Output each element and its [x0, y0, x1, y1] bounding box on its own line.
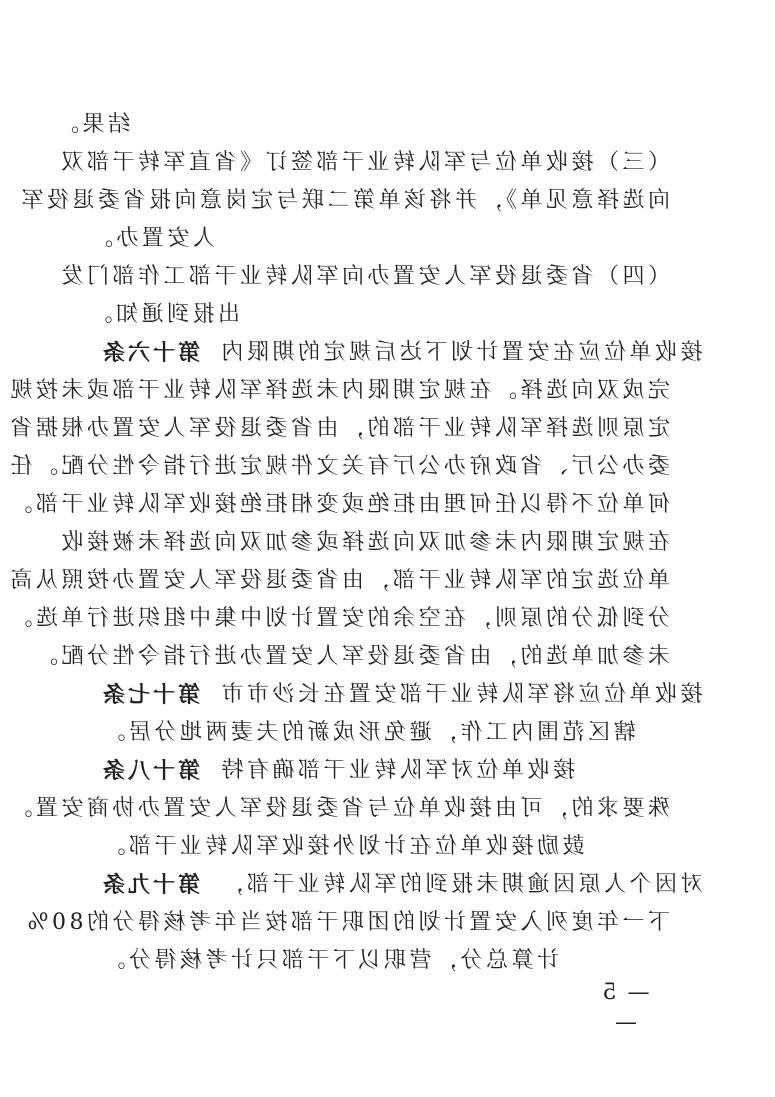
article-19-line: [100, 870, 703, 900]
text-line-13: 单位选定的军队转业干部，由省委退役军人安置办按照从高: [6, 568, 670, 593]
text-line-14: 分到低分的原则，在空余的安置计划中集中组织进行单选。: [6, 606, 670, 631]
article-16-line: [100, 338, 703, 368]
text-line-10: 委办公厅、省政府办公厅有关文件规定进行指令性分配。任: [6, 454, 670, 479]
text-line-20: 鼓励接收单位在计划外接收军队转业干部。: [100, 834, 585, 859]
text-line-5: （四）省委退役军人安置办向军队转业干部工作部门发: [57, 264, 670, 289]
article-17-heading: 第十七条: [100, 682, 201, 708]
text-line-17: 辖区范围内工作，避免形成新的夫妻两地分居。: [100, 720, 636, 745]
text-line-2: （三）接收单位与军队转业干部签订《省直军转干部双: [57, 150, 670, 175]
text-line-1: 结果。: [53, 112, 130, 137]
text-line-8: 完成双向选择。在规定期限内未选择军队转业干部或未按规: [6, 378, 670, 403]
article-19-body: 对因个人原因逾期未报到的军队转业干部，: [218, 872, 703, 897]
text-line-6: 出报到通知。: [86, 302, 240, 327]
text-line-11: 何单位不得以任何理由拒绝或变相拒绝接收军队转业干部。: [6, 492, 670, 517]
text-line-4: 人安置办。: [87, 226, 215, 251]
page-number: — 5 —: [600, 980, 650, 1035]
article-16-heading: 第十六条: [100, 340, 201, 366]
article-18-heading: 第十八条: [100, 758, 201, 784]
text-line-12: 在规定期限内未参加双向选择或参加双向选择未被接收: [57, 530, 670, 555]
article-16-body: 接收单位应在安置计划下达后规定的期限内: [218, 340, 703, 365]
article-18-body: 接收单位对军队转业干部确有特: [218, 758, 576, 783]
text-line-19: 殊要求的，可由接收单位与省委退役军人安置办协商安置。: [6, 796, 670, 821]
text-line-15: 未参加单选的，由省委退役军人安置办进行指令性分配。: [32, 644, 670, 669]
article-19-heading: 第十九条: [100, 872, 201, 898]
text-line-3: 向选择意见单》，并将该单第二联与定岗意向报省委退役军: [17, 188, 670, 213]
article-17-line: [100, 680, 703, 710]
article-18-line: [100, 756, 670, 786]
text-line-23: 计算总分，营职以下干部只计考核得分。: [100, 948, 560, 973]
text-line-9: 定原则选择军队转业干部的，由省委退役军人安置办根据省: [6, 416, 670, 441]
article-17-body: 接收单位应将军队转业干部安置在长沙市市: [218, 682, 703, 707]
text-line-22: 下一年度列入安置计划的团职干部按当年考核得分的80%: [24, 910, 670, 935]
